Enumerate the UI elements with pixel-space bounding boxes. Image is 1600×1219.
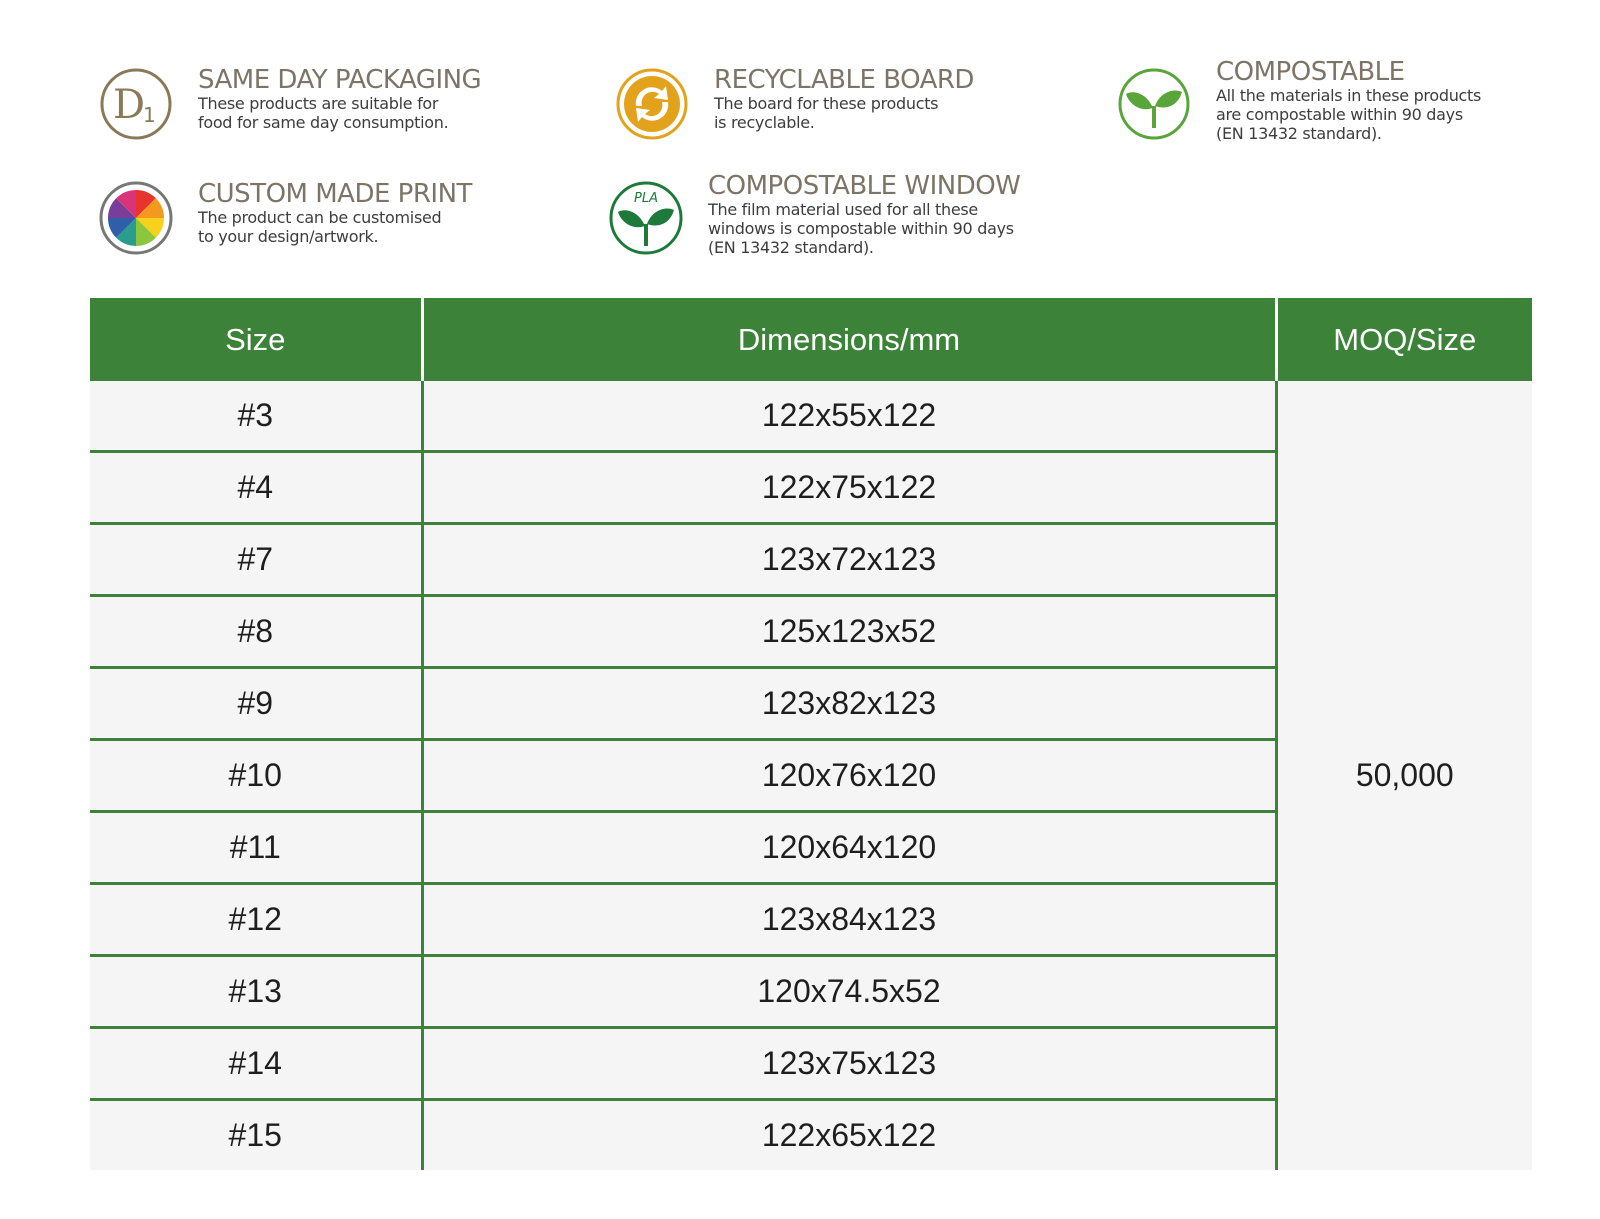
size-cell: #8	[90, 596, 422, 668]
svg-text:D: D	[113, 82, 146, 128]
header-dimensions: Dimensions/mm	[422, 298, 1276, 381]
feature-title: RECYCLABLE BOARD	[714, 65, 974, 95]
dimensions-cell: 123x75x123	[422, 1028, 1276, 1100]
dimensions-cell: 120x64x120	[422, 812, 1276, 884]
dimensions-cell: 123x72x123	[422, 524, 1276, 596]
table-row	[90, 381, 1532, 452]
dimensions-cell: 125x123x52	[422, 596, 1276, 668]
feature-description: The product can be customised to your design/artwork.	[198, 208, 442, 246]
size-cell: #4	[90, 452, 422, 524]
header-moq: MOQ/Size	[1276, 298, 1532, 381]
size-cell: #11	[90, 812, 422, 884]
size-cell: #9	[90, 668, 422, 740]
feature-description: All the materials in these products are compostable within 90 days (EN 13432 standard).	[1216, 86, 1482, 143]
dimensions-cell: 120x76x120	[422, 740, 1276, 812]
dimensions-cell: 122x55x122	[422, 381, 1276, 452]
d1-icon	[98, 66, 174, 142]
svg-text:PLA: PLA	[634, 191, 658, 206]
feature-description: The board for these products is recyclable.	[714, 94, 939, 132]
size-cell: #15	[90, 1100, 422, 1171]
recycle-icon	[614, 66, 690, 142]
feature-title: COMPOSTABLE	[1216, 57, 1405, 87]
moq-cell: 50,000	[1276, 381, 1532, 1170]
feature-description: The film material used for all these windows is compostable within 90 days (EN 13432 standard).	[708, 200, 1014, 257]
dimensions-cell: 120x74.5x52	[422, 956, 1276, 1028]
feature-description: These products are suitable for food for same day consumption.	[198, 94, 449, 132]
size-cell: #7	[90, 524, 422, 596]
header-size: Size	[90, 298, 422, 381]
size-cell: #12	[90, 884, 422, 956]
dimensions-cell: 123x82x123	[422, 668, 1276, 740]
feature-title: CUSTOM MADE PRINT	[198, 179, 472, 209]
feature-title: COMPOSTABLE WINDOW	[708, 171, 1021, 201]
dimensions-cell: 122x65x122	[422, 1100, 1276, 1171]
dimensions-cell: 123x84x123	[422, 884, 1276, 956]
leaf-icon	[1116, 66, 1192, 142]
dimensions-cell: 122x75x122	[422, 452, 1276, 524]
svg-text:1: 1	[143, 103, 156, 127]
color-wheel-icon	[98, 180, 174, 256]
size-cell: #10	[90, 740, 422, 812]
size-cell: #13	[90, 956, 422, 1028]
pla-leaf-icon	[608, 180, 684, 256]
size-table	[90, 298, 1532, 1160]
size-cell: #3	[90, 381, 422, 452]
size-cell: #14	[90, 1028, 422, 1100]
feature-title: SAME DAY PACKAGING	[198, 65, 482, 95]
